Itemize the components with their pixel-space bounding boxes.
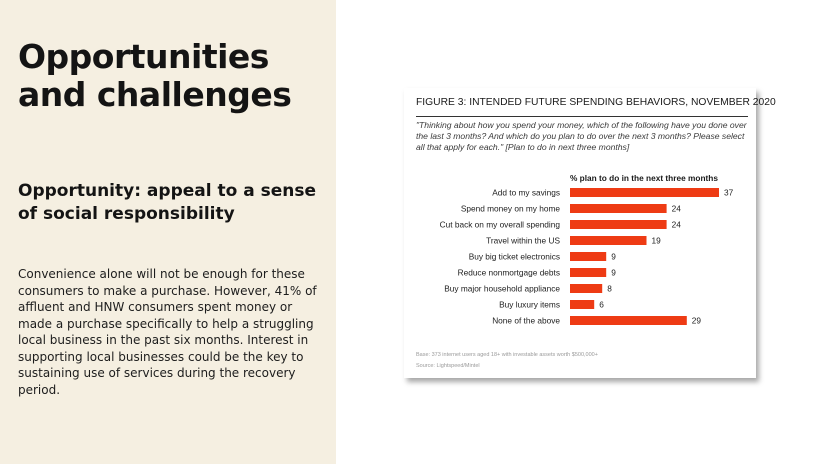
bar	[570, 220, 667, 229]
data-label: 29	[691, 315, 702, 326]
category-label: Buy luxury items	[499, 299, 560, 310]
bar	[570, 268, 606, 277]
bar	[570, 316, 687, 325]
bar	[570, 188, 719, 197]
data-label: 8	[607, 283, 612, 294]
survey-question: "Thinking about how you spend your money, which of the following have you done over the last 3 months? And which do you plan to do over the next 3 months? Please select all that apply for each." [Plan to do in next three months]	[416, 120, 747, 152]
category-label: Cut back on my overall spending	[439, 219, 560, 230]
figure-card	[404, 88, 776, 378]
bar	[570, 252, 606, 261]
series-header-label: % plan to do in the next three months	[570, 173, 718, 183]
category-label: Reduce nonmortgage debts	[457, 267, 560, 278]
figure-source-note: Source: Lightspeed/Mintel	[416, 363, 480, 369]
bar	[570, 236, 647, 245]
body-paragraph: Convenience alone will not be enough for these consumers to make a purchase. However, 41% of affluent and HNW consumers spent money or made a purchase specifically to help a struggling local business in the past six months. Interest in supporting local businesses could be the key to sustaining use of services during the recovery period.	[18, 267, 317, 397]
data-label: 24	[671, 219, 681, 230]
bar	[570, 204, 667, 213]
bar	[570, 300, 594, 309]
data-label: 9	[611, 267, 616, 278]
data-label: 19	[651, 235, 661, 246]
category-label: Buy major household appliance	[444, 283, 560, 294]
category-label: Travel within the US	[486, 235, 560, 246]
figure-title: FIGURE 3: INTENDED FUTURE SPENDING BEHAVIORS, NOVEMBER 2020	[416, 97, 776, 108]
data-label: 24	[671, 203, 681, 214]
slide-title: Opportunities and challenges	[18, 37, 292, 114]
data-label: 37	[724, 187, 734, 198]
category-label: Add to my savings	[492, 187, 560, 198]
slide-subtitle: Opportunity: appeal to a sense of social responsibility	[18, 181, 317, 224]
bar	[570, 284, 602, 293]
bar-chart	[404, 88, 756, 348]
category-label: Buy big ticket electronics	[468, 251, 560, 262]
category-label: None of the above	[492, 315, 560, 326]
data-label: 9	[611, 251, 616, 262]
left-panel	[0, 0, 336, 464]
figure-base-note: Base: 373 internet users aged 18+ with investable assets worth $500,000+	[416, 352, 598, 358]
data-label: 6	[599, 299, 604, 310]
category-label: Spend money on my home	[460, 203, 560, 214]
